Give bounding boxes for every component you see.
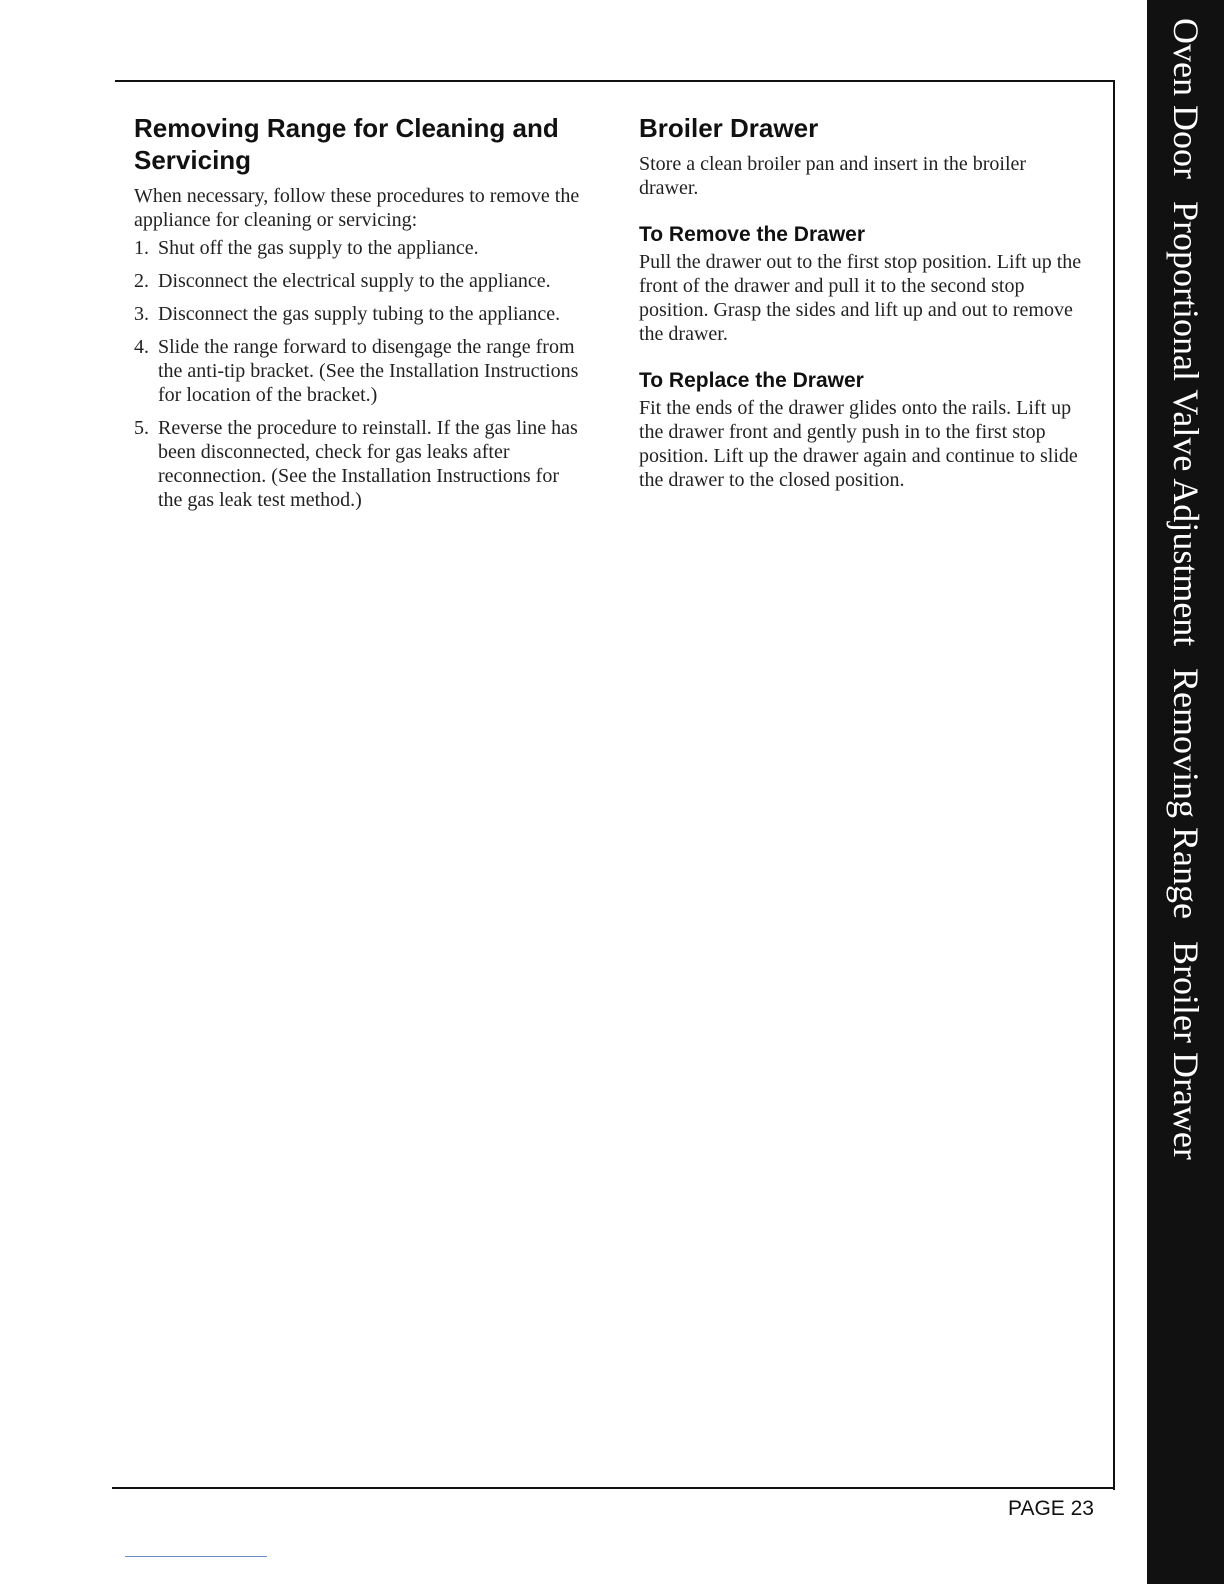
step-text: Disconnect the gas supply tubing to the appliance. bbox=[158, 303, 561, 325]
step-number: 1. bbox=[134, 237, 149, 259]
list-item bbox=[134, 269, 584, 293]
section-title-removing-range: Removing Range for Cleaning and Servicing bbox=[134, 113, 559, 175]
top-rule bbox=[115, 80, 1115, 82]
step-number: 4. bbox=[134, 336, 149, 358]
list-item bbox=[134, 416, 584, 512]
list-item bbox=[134, 236, 584, 260]
footer-link-line bbox=[125, 1556, 267, 1557]
removal-steps-list bbox=[134, 236, 584, 512]
side-tab-labels bbox=[1147, 18, 1224, 1218]
side-tab-broiler-drawer[interactable]: Broiler Drawer bbox=[1166, 941, 1206, 1161]
list-item bbox=[134, 302, 584, 326]
step-text: Slide the range forward to disengage the range from the anti-tip bracket. (See the Installation Instructions for location of the bracket.) bbox=[158, 336, 579, 406]
right-rule bbox=[1113, 80, 1115, 1490]
replace-drawer-heading: To Replace the Drawer bbox=[639, 369, 864, 392]
step-number: 5. bbox=[134, 417, 149, 439]
remove-drawer-heading: To Remove the Drawer bbox=[639, 223, 866, 246]
broiler-drawer-intro: Store a clean broiler pan and insert in the broiler drawer. bbox=[639, 153, 1027, 199]
replace-drawer-text: Fit the ends of the drawer glides onto the rails. Lift up the drawer front and gently push in to the first stop position. Lift up the drawer again and continue to slide the drawer to the closed position. bbox=[639, 397, 1078, 491]
remove-drawer-text: Pull the drawer out to the first stop position. Lift up the front of the drawer and pull it to the second stop position. Grasp the sides and lift up and out to remove the drawer. bbox=[639, 251, 1082, 345]
step-text: Disconnect the electrical supply to the appliance. bbox=[158, 270, 551, 292]
right-column bbox=[639, 112, 1089, 492]
step-number: 2. bbox=[134, 270, 149, 292]
side-tab-removing-range[interactable]: Removing Range bbox=[1166, 668, 1206, 920]
step-text: Shut off the gas supply to the appliance. bbox=[158, 237, 479, 259]
side-tab-oven-door[interactable]: Oven Door bbox=[1166, 18, 1206, 179]
side-tab-proportional-valve[interactable]: Proportional Valve Adjustment bbox=[1166, 200, 1206, 647]
page-number: PAGE 23 bbox=[1008, 1497, 1094, 1520]
bottom-rule bbox=[112, 1487, 1115, 1489]
left-column bbox=[134, 112, 584, 521]
section-title-broiler-drawer: Broiler Drawer bbox=[639, 113, 819, 143]
step-text: Reverse the procedure to reinstall. If the gas line has been disconnected, check for gas leaks after reconnection. (See the Installation Instructions for the gas leak test method.) bbox=[158, 417, 578, 511]
removing-range-intro: When necessary, follow these procedures to remove the appliance for cleaning or servicing: bbox=[134, 185, 580, 231]
step-number: 3. bbox=[134, 303, 149, 325]
list-item bbox=[134, 335, 584, 407]
